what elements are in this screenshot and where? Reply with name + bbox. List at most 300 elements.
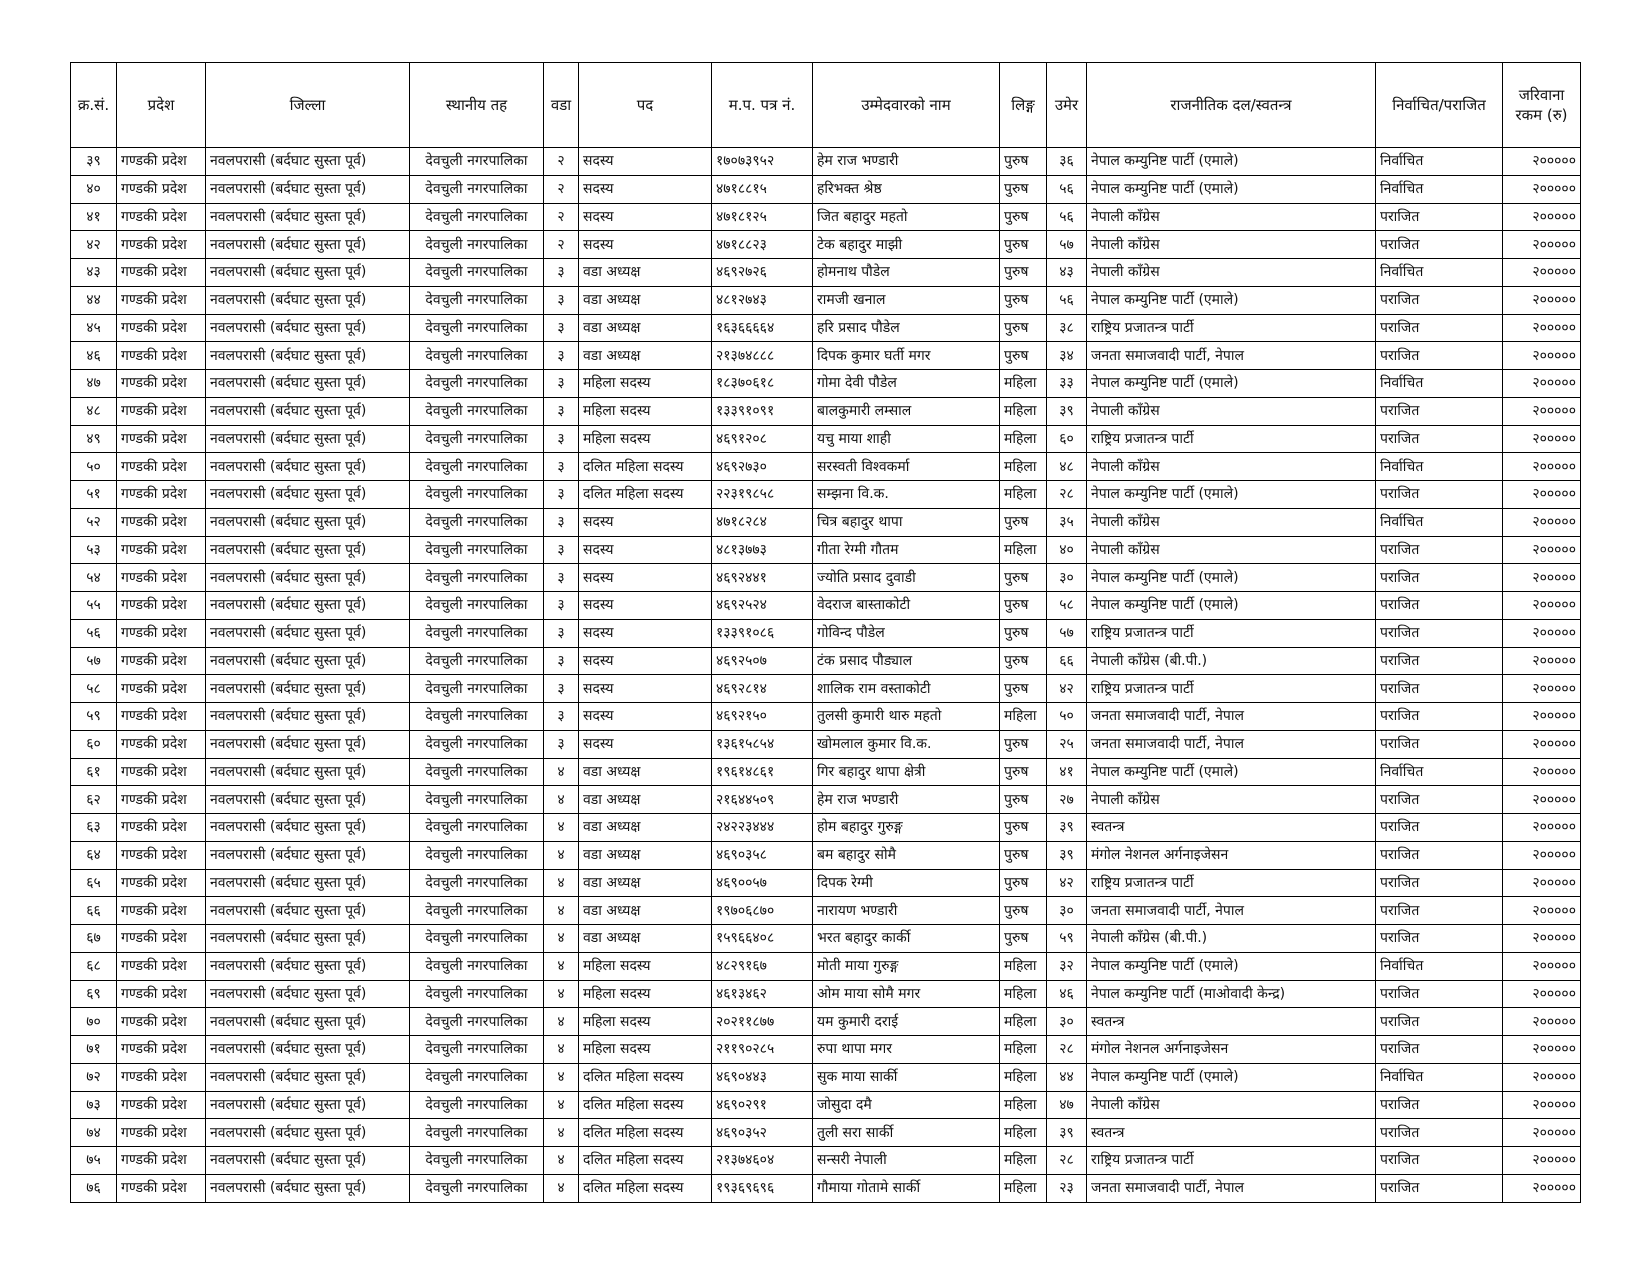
header-province: प्रदेश <box>117 63 206 148</box>
election-result-cell: पराजित <box>1376 1036 1503 1064</box>
fine-amount-cell: २००००० <box>1503 1119 1581 1147</box>
political-party-cell: नेपाल कम्युनिष्ट पार्टी (एमाले) <box>1087 564 1376 592</box>
ward-cell: ४ <box>544 786 579 814</box>
candidate-name-cell: गौमाया गोतामे सार्की <box>813 1174 1000 1202</box>
province-cell: गण्डकी प्रदेश <box>117 758 206 786</box>
candidate-name-cell: शालिक राम वस्ताकोटी <box>813 675 1000 703</box>
gender-cell: महिला <box>1000 1063 1047 1091</box>
position-cell: सदस्य <box>579 703 712 731</box>
ballot-number-cell: २१३७४६०४ <box>712 1147 813 1175</box>
gender-cell: महिला <box>1000 1147 1047 1175</box>
age-cell: ४० <box>1047 536 1087 564</box>
ballot-number-cell: ४६९०२९१ <box>712 1091 813 1119</box>
district-cell: नवलपरासी (बर्दघाट सुस्ता पूर्व) <box>206 1036 410 1064</box>
age-cell: २८ <box>1047 481 1087 509</box>
district-cell: नवलपरासी (बर्दघाट सुस्ता पूर्व) <box>206 1008 410 1036</box>
table-row <box>71 980 1581 1008</box>
candidate-name-cell: चित्र बहादुर थापा <box>813 508 1000 536</box>
gender-cell: पुरुष <box>1000 675 1047 703</box>
candidate-name-cell: रुपा थापा मगर <box>813 1036 1000 1064</box>
age-cell: २८ <box>1047 1036 1087 1064</box>
ward-cell: ३ <box>544 703 579 731</box>
table-row <box>71 342 1581 370</box>
political-party-cell: नेपाली काँग्रेस <box>1087 453 1376 481</box>
position-cell: सदस्य <box>579 175 712 203</box>
header-gender: लिङ्ग <box>1000 63 1047 148</box>
position-cell: वडा अध्यक्ष <box>579 342 712 370</box>
table-row <box>71 175 1581 203</box>
district-cell: नवलपरासी (बर्दघाट सुस्ता पूर्व) <box>206 536 410 564</box>
election-result-cell: पराजित <box>1376 1008 1503 1036</box>
district-cell: नवलपरासी (बर्दघाट सुस्ता पूर्व) <box>206 203 410 231</box>
candidate-name-cell: नारायण भण्डारी <box>813 897 1000 925</box>
election-result-cell: निर्वाचित <box>1376 370 1503 398</box>
serial-number-cell: ७५ <box>71 1147 117 1175</box>
district-cell: नवलपरासी (बर्दघाट सुस्ता पूर्व) <box>206 481 410 509</box>
table-row <box>71 1063 1581 1091</box>
fine-amount-cell: २००००० <box>1503 342 1581 370</box>
candidate-name-cell: होम बहादुर गुरुङ्ग <box>813 814 1000 842</box>
table-row <box>71 730 1581 758</box>
election-result-cell: निर्वाचित <box>1376 508 1503 536</box>
candidate-name-cell: वेदराज बास्ताकोटी <box>813 592 1000 620</box>
political-party-cell: जनता समाजवादी पार्टी, नेपाल <box>1087 342 1376 370</box>
ballot-number-cell: १५९६६४०८ <box>712 925 813 953</box>
header-local-level: स्थानीय तह <box>410 63 544 148</box>
position-cell: वडा अध्यक्ष <box>579 897 712 925</box>
table-row <box>71 952 1581 980</box>
ward-cell: ४ <box>544 869 579 897</box>
serial-number-cell: ६३ <box>71 814 117 842</box>
age-cell: ३० <box>1047 897 1087 925</box>
political-party-cell: नेपाल कम्युनिष्ट पार्टी (एमाले) <box>1087 952 1376 980</box>
ballot-number-cell: ४७१८८१५ <box>712 175 813 203</box>
table-row <box>71 647 1581 675</box>
ballot-number-cell: १३६१५८५४ <box>712 730 813 758</box>
district-cell: नवलपरासी (बर्दघाट सुस्ता पूर्व) <box>206 675 410 703</box>
serial-number-cell: ५१ <box>71 481 117 509</box>
candidate-name-cell: दिपक रेग्मी <box>813 869 1000 897</box>
candidate-name-cell: बम बहादुर सोमै <box>813 841 1000 869</box>
political-party-cell: नेपाल कम्युनिष्ट पार्टी (एमाले) <box>1087 286 1376 314</box>
province-cell: गण्डकी प्रदेश <box>117 259 206 287</box>
district-cell: नवलपरासी (बर्दघाट सुस्ता पूर्व) <box>206 453 410 481</box>
table-row <box>71 286 1581 314</box>
province-cell: गण्डकी प्रदेश <box>117 730 206 758</box>
header-district: जिल्ला <box>206 63 410 148</box>
age-cell: ३६ <box>1047 148 1087 176</box>
fine-amount-cell: २००००० <box>1503 175 1581 203</box>
gender-cell: महिला <box>1000 980 1047 1008</box>
district-cell: नवलपरासी (बर्दघाट सुस्ता पूर्व) <box>206 1174 410 1202</box>
province-cell: गण्डकी प्रदेश <box>117 814 206 842</box>
district-cell: नवलपरासी (बर्दघाट सुस्ता पूर्व) <box>206 425 410 453</box>
political-party-cell: स्वतन्त्र <box>1087 1008 1376 1036</box>
ballot-number-cell: १९६१४८६१ <box>712 758 813 786</box>
political-party-cell: नेपाली काँग्रेस <box>1087 536 1376 564</box>
election-result-cell: पराजित <box>1376 425 1503 453</box>
header-age: उमेर <box>1047 63 1087 148</box>
fine-amount-cell: २००००० <box>1503 814 1581 842</box>
local-level-cell: देवचुली नगरपालिका <box>410 286 544 314</box>
age-cell: २३ <box>1047 1174 1087 1202</box>
candidate-name-cell: तुलसी कुमारी थारु महतो <box>813 703 1000 731</box>
gender-cell: पुरुष <box>1000 925 1047 953</box>
ballot-number-cell: ४६९२७२६ <box>712 259 813 287</box>
serial-number-cell: ७६ <box>71 1174 117 1202</box>
district-cell: नवलपरासी (बर्दघाट सुस्ता पूर्व) <box>206 314 410 342</box>
serial-number-cell: ६७ <box>71 925 117 953</box>
election-result-cell: पराजित <box>1376 786 1503 814</box>
election-result-cell: पराजित <box>1376 1091 1503 1119</box>
ward-cell: २ <box>544 203 579 231</box>
fine-amount-cell: २००००० <box>1503 203 1581 231</box>
ward-cell: ४ <box>544 980 579 1008</box>
fine-amount-cell: २००००० <box>1503 564 1581 592</box>
gender-cell: पुरुष <box>1000 148 1047 176</box>
table-row <box>71 786 1581 814</box>
ballot-number-cell: ४६९१२०८ <box>712 425 813 453</box>
political-party-cell: स्वतन्त्र <box>1087 814 1376 842</box>
fine-amount-cell: २००००० <box>1503 1147 1581 1175</box>
candidate-name-cell: रामजी खनाल <box>813 286 1000 314</box>
table-row <box>71 1147 1581 1175</box>
table-row <box>71 619 1581 647</box>
table-row <box>71 675 1581 703</box>
local-level-cell: देवचुली नगरपालिका <box>410 1147 544 1175</box>
political-party-cell: जनता समाजवादी पार्टी, नेपाल <box>1087 1174 1376 1202</box>
political-party-cell: नेपाल कम्युनिष्ट पार्टी (एमाले) <box>1087 481 1376 509</box>
political-party-cell: जनता समाजवादी पार्टी, नेपाल <box>1087 897 1376 925</box>
district-cell: नवलपरासी (बर्दघाट सुस्ता पूर्व) <box>206 869 410 897</box>
district-cell: नवलपरासी (बर्दघाट सुस्ता पूर्व) <box>206 730 410 758</box>
table-row <box>71 508 1581 536</box>
local-level-cell: देवचुली नगरपालिका <box>410 148 544 176</box>
election-result-cell: पराजित <box>1376 814 1503 842</box>
gender-cell: पुरुष <box>1000 286 1047 314</box>
gender-cell: महिला <box>1000 481 1047 509</box>
local-level-cell: देवचुली नगरपालिका <box>410 453 544 481</box>
age-cell: ३५ <box>1047 508 1087 536</box>
candidate-name-cell: बालकुमारी लम्साल <box>813 397 1000 425</box>
serial-number-cell: ५४ <box>71 564 117 592</box>
local-level-cell: देवचुली नगरपालिका <box>410 758 544 786</box>
district-cell: नवलपरासी (बर्दघाट सुस्ता पूर्व) <box>206 758 410 786</box>
fine-amount-cell: २००००० <box>1503 453 1581 481</box>
district-cell: नवलपरासी (बर्दघाट सुस्ता पूर्व) <box>206 370 410 398</box>
ballot-number-cell: ४६९२७३० <box>712 453 813 481</box>
local-level-cell: देवचुली नगरपालिका <box>410 259 544 287</box>
ward-cell: ३ <box>544 647 579 675</box>
province-cell: गण्डकी प्रदेश <box>117 619 206 647</box>
serial-number-cell: ४६ <box>71 342 117 370</box>
fine-amount-cell: २००००० <box>1503 592 1581 620</box>
position-cell: महिला सदस्य <box>579 370 712 398</box>
province-cell: गण्डकी प्रदेश <box>117 425 206 453</box>
election-result-cell: पराजित <box>1376 397 1503 425</box>
fine-amount-cell: २००००० <box>1503 370 1581 398</box>
candidate-name-cell: ज्योति प्रसाद दुवाडी <box>813 564 1000 592</box>
candidate-name-cell: भरत बहादुर कार्की <box>813 925 1000 953</box>
province-cell: गण्डकी प्रदेश <box>117 536 206 564</box>
candidate-name-cell: हरिभक्त श्रेष्ठ <box>813 175 1000 203</box>
position-cell: सदस्य <box>579 592 712 620</box>
gender-cell: पुरुष <box>1000 259 1047 287</box>
serial-number-cell: ५५ <box>71 592 117 620</box>
province-cell: गण्डकी प्रदेश <box>117 231 206 259</box>
election-result-cell: पराजित <box>1376 592 1503 620</box>
candidate-name-cell: खोमलाल कुमार वि.क. <box>813 730 1000 758</box>
serial-number-cell: ६९ <box>71 980 117 1008</box>
candidate-name-cell: टेक बहादुर माझी <box>813 231 1000 259</box>
district-cell: नवलपरासी (बर्दघाट सुस्ता पूर्व) <box>206 897 410 925</box>
ward-cell: ३ <box>544 342 579 370</box>
ballot-number-cell: ४८१३७७३ <box>712 536 813 564</box>
district-cell: नवलपरासी (बर्दघाट सुस्ता पूर्व) <box>206 1119 410 1147</box>
serial-number-cell: ५७ <box>71 647 117 675</box>
local-level-cell: देवचुली नगरपालिका <box>410 481 544 509</box>
fine-amount-cell: २००००० <box>1503 286 1581 314</box>
district-cell: नवलपरासी (बर्दघाट सुस्ता पूर्व) <box>206 647 410 675</box>
header-election-result: निर्वाचित/पराजित <box>1376 63 1503 148</box>
age-cell: ३४ <box>1047 342 1087 370</box>
political-party-cell: नेपाली काँग्रेस <box>1087 508 1376 536</box>
position-cell: महिला सदस्य <box>579 1036 712 1064</box>
serial-number-cell: ५३ <box>71 536 117 564</box>
local-level-cell: देवचुली नगरपालिका <box>410 619 544 647</box>
ward-cell: ३ <box>544 730 579 758</box>
political-party-cell: नेपाली काँग्रेस <box>1087 231 1376 259</box>
table-row <box>71 758 1581 786</box>
candidate-name-cell: दिपक कुमार घर्ती मगर <box>813 342 1000 370</box>
ballot-number-cell: ४७१८१२५ <box>712 203 813 231</box>
position-cell: सदस्य <box>579 148 712 176</box>
province-cell: गण्डकी प्रदेश <box>117 370 206 398</box>
ballot-number-cell: ४६९०३५२ <box>712 1119 813 1147</box>
province-cell: गण्डकी प्रदेश <box>117 397 206 425</box>
local-level-cell: देवचुली नगरपालिका <box>410 314 544 342</box>
fine-amount-cell: २००००० <box>1503 730 1581 758</box>
province-cell: गण्डकी प्रदेश <box>117 592 206 620</box>
gender-cell: पुरुष <box>1000 203 1047 231</box>
table-row <box>71 564 1581 592</box>
gender-cell: पुरुष <box>1000 592 1047 620</box>
age-cell: ५० <box>1047 703 1087 731</box>
local-level-cell: देवचुली नगरपालिका <box>410 675 544 703</box>
gender-cell: महिला <box>1000 1036 1047 1064</box>
ward-cell: ३ <box>544 286 579 314</box>
ballot-number-cell: ४६९०४४३ <box>712 1063 813 1091</box>
election-result-cell: पराजित <box>1376 619 1503 647</box>
serial-number-cell: ६४ <box>71 841 117 869</box>
ward-cell: ४ <box>544 1008 579 1036</box>
province-cell: गण्डकी प्रदेश <box>117 1036 206 1064</box>
ward-cell: ४ <box>544 1091 579 1119</box>
age-cell: ४३ <box>1047 259 1087 287</box>
province-cell: गण्डकी प्रदेश <box>117 980 206 1008</box>
province-cell: गण्डकी प्रदेश <box>117 148 206 176</box>
ward-cell: ३ <box>544 619 579 647</box>
political-party-cell: नेपाल कम्युनिष्ट पार्टी (एमाले) <box>1087 148 1376 176</box>
header-ward: वडा <box>544 63 579 148</box>
election-result-cell: निर्वाचित <box>1376 1063 1503 1091</box>
candidate-name-cell: होमनाथ पौडेल <box>813 259 1000 287</box>
province-cell: गण्डकी प्रदेश <box>117 1119 206 1147</box>
ballot-number-cell: २१६४४५०९ <box>712 786 813 814</box>
table-row <box>71 869 1581 897</box>
age-cell: ३० <box>1047 564 1087 592</box>
ballot-number-cell: १८३७०६१८ <box>712 370 813 398</box>
province-cell: गण्डकी प्रदेश <box>117 841 206 869</box>
table-row <box>71 592 1581 620</box>
position-cell: दलित महिला सदस्य <box>579 1147 712 1175</box>
serial-number-cell: ७४ <box>71 1119 117 1147</box>
gender-cell: पुरुष <box>1000 786 1047 814</box>
age-cell: ५६ <box>1047 175 1087 203</box>
ward-cell: ३ <box>544 370 579 398</box>
fine-amount-cell: २००००० <box>1503 1091 1581 1119</box>
candidate-name-cell: गिर बहादुर थापा क्षेत्री <box>813 758 1000 786</box>
ballot-number-cell: ४६९२१५० <box>712 703 813 731</box>
district-cell: नवलपरासी (बर्दघाट सुस्ता पूर्व) <box>206 1091 410 1119</box>
ward-cell: ३ <box>544 536 579 564</box>
gender-cell: महिला <box>1000 1091 1047 1119</box>
district-cell: नवलपरासी (बर्दघाट सुस्ता पूर्व) <box>206 814 410 842</box>
age-cell: ३८ <box>1047 314 1087 342</box>
position-cell: सदस्य <box>579 203 712 231</box>
fine-amount-cell: २००००० <box>1503 425 1581 453</box>
election-result-cell: निर्वाचित <box>1376 952 1503 980</box>
fine-amount-cell: २००००० <box>1503 508 1581 536</box>
local-level-cell: देवचुली नगरपालिका <box>410 1174 544 1202</box>
district-cell: नवलपरासी (बर्दघाट सुस्ता पूर्व) <box>206 564 410 592</box>
table-row <box>71 1036 1581 1064</box>
serial-number-cell: ६५ <box>71 869 117 897</box>
election-result-cell: पराजित <box>1376 231 1503 259</box>
age-cell: ६० <box>1047 425 1087 453</box>
candidate-name-cell: सुक माया सार्की <box>813 1063 1000 1091</box>
province-cell: गण्डकी प्रदेश <box>117 1063 206 1091</box>
district-cell: नवलपरासी (बर्दघाट सुस्ता पूर्व) <box>206 259 410 287</box>
candidate-table <box>70 62 1581 1203</box>
serial-number-cell: ४३ <box>71 259 117 287</box>
position-cell: सदस्य <box>579 675 712 703</box>
ballot-number-cell: १६३६६६६४ <box>712 314 813 342</box>
gender-cell: महिला <box>1000 1008 1047 1036</box>
position-cell: महिला सदस्य <box>579 980 712 1008</box>
province-cell: गण्डकी प्रदेश <box>117 647 206 675</box>
serial-number-cell: ४१ <box>71 203 117 231</box>
gender-cell: पुरुष <box>1000 564 1047 592</box>
header-serial-number: क्र.सं. <box>71 63 117 148</box>
position-cell: वडा अध्यक्ष <box>579 786 712 814</box>
local-level-cell: देवचुली नगरपालिका <box>410 869 544 897</box>
election-result-cell: पराजित <box>1376 203 1503 231</box>
fine-amount-cell: २००००० <box>1503 869 1581 897</box>
local-level-cell: देवचुली नगरपालिका <box>410 1091 544 1119</box>
gender-cell: पुरुष <box>1000 342 1047 370</box>
age-cell: ४८ <box>1047 453 1087 481</box>
position-cell: वडा अध्यक्ष <box>579 869 712 897</box>
election-result-cell: पराजित <box>1376 1147 1503 1175</box>
age-cell: ३९ <box>1047 841 1087 869</box>
table-row <box>71 1119 1581 1147</box>
election-result-cell: पराजित <box>1376 1119 1503 1147</box>
position-cell: सदस्य <box>579 564 712 592</box>
age-cell: ६६ <box>1047 647 1087 675</box>
age-cell: ४२ <box>1047 675 1087 703</box>
fine-amount-cell: २००००० <box>1503 397 1581 425</box>
local-level-cell: देवचुली नगरपालिका <box>410 786 544 814</box>
ballot-number-cell: ४७१८२८४ <box>712 508 813 536</box>
local-level-cell: देवचुली नगरपालिका <box>410 952 544 980</box>
province-cell: गण्डकी प्रदेश <box>117 786 206 814</box>
election-result-cell: पराजित <box>1376 897 1503 925</box>
ward-cell: ४ <box>544 841 579 869</box>
political-party-cell: नेपाली काँग्रेस (बी.पी.) <box>1087 647 1376 675</box>
district-cell: नवलपरासी (बर्दघाट सुस्ता पूर्व) <box>206 619 410 647</box>
candidate-name-cell: ओम माया सोमै मगर <box>813 980 1000 1008</box>
province-cell: गण्डकी प्रदेश <box>117 286 206 314</box>
gender-cell: पुरुष <box>1000 175 1047 203</box>
position-cell: वडा अध्यक्ष <box>579 925 712 953</box>
ballot-number-cell: ४६९००५७ <box>712 869 813 897</box>
table-row <box>71 314 1581 342</box>
position-cell: दलित महिला सदस्य <box>579 1174 712 1202</box>
election-result-cell: निर्वाचित <box>1376 758 1503 786</box>
election-result-cell: पराजित <box>1376 481 1503 509</box>
candidate-name-cell: टंक प्रसाद पौड्याल <box>813 647 1000 675</box>
province-cell: गण्डकी प्रदेश <box>117 508 206 536</box>
ward-cell: ४ <box>544 897 579 925</box>
position-cell: वडा अध्यक्ष <box>579 314 712 342</box>
age-cell: ३२ <box>1047 952 1087 980</box>
district-cell: नवलपरासी (बर्दघाट सुस्ता पूर्व) <box>206 286 410 314</box>
age-cell: ५७ <box>1047 231 1087 259</box>
position-cell: सदस्य <box>579 619 712 647</box>
position-cell: सदस्य <box>579 231 712 259</box>
ward-cell: २ <box>544 148 579 176</box>
serial-number-cell: ४८ <box>71 397 117 425</box>
province-cell: गण्डकी प्रदेश <box>117 453 206 481</box>
position-cell: दलित महिला सदस्य <box>579 1119 712 1147</box>
district-cell: नवलपरासी (बर्दघाट सुस्ता पूर्व) <box>206 1063 410 1091</box>
province-cell: गण्डकी प्रदेश <box>117 869 206 897</box>
age-cell: ३३ <box>1047 370 1087 398</box>
local-level-cell: देवचुली नगरपालिका <box>410 841 544 869</box>
header-position: पद <box>579 63 712 148</box>
position-cell: वडा अध्यक्ष <box>579 841 712 869</box>
position-cell: सदस्य <box>579 536 712 564</box>
political-party-cell: नेपाल कम्युनिष्ट पार्टी (एमाले) <box>1087 758 1376 786</box>
ballot-number-cell: ४८२९१६७ <box>712 952 813 980</box>
serial-number-cell: ३९ <box>71 148 117 176</box>
ward-cell: ३ <box>544 397 579 425</box>
province-cell: गण्डकी प्रदेश <box>117 203 206 231</box>
district-cell: नवलपरासी (बर्दघाट सुस्ता पूर्व) <box>206 1147 410 1175</box>
fine-amount-cell: २००००० <box>1503 481 1581 509</box>
candidate-name-cell: हेम राज भण्डारी <box>813 786 1000 814</box>
election-result-cell: पराजित <box>1376 1174 1503 1202</box>
age-cell: ३९ <box>1047 814 1087 842</box>
header-fine-amount: जरिवाना रकम (रु) <box>1503 63 1581 148</box>
political-party-cell: नेपाल कम्युनिष्ट पार्टी (एमाले) <box>1087 370 1376 398</box>
fine-amount-cell: २००००० <box>1503 1174 1581 1202</box>
gender-cell: महिला <box>1000 1174 1047 1202</box>
local-level-cell: देवचुली नगरपालिका <box>410 897 544 925</box>
position-cell: दलित महिला सदस्य <box>579 453 712 481</box>
position-cell: महिला सदस्य <box>579 952 712 980</box>
